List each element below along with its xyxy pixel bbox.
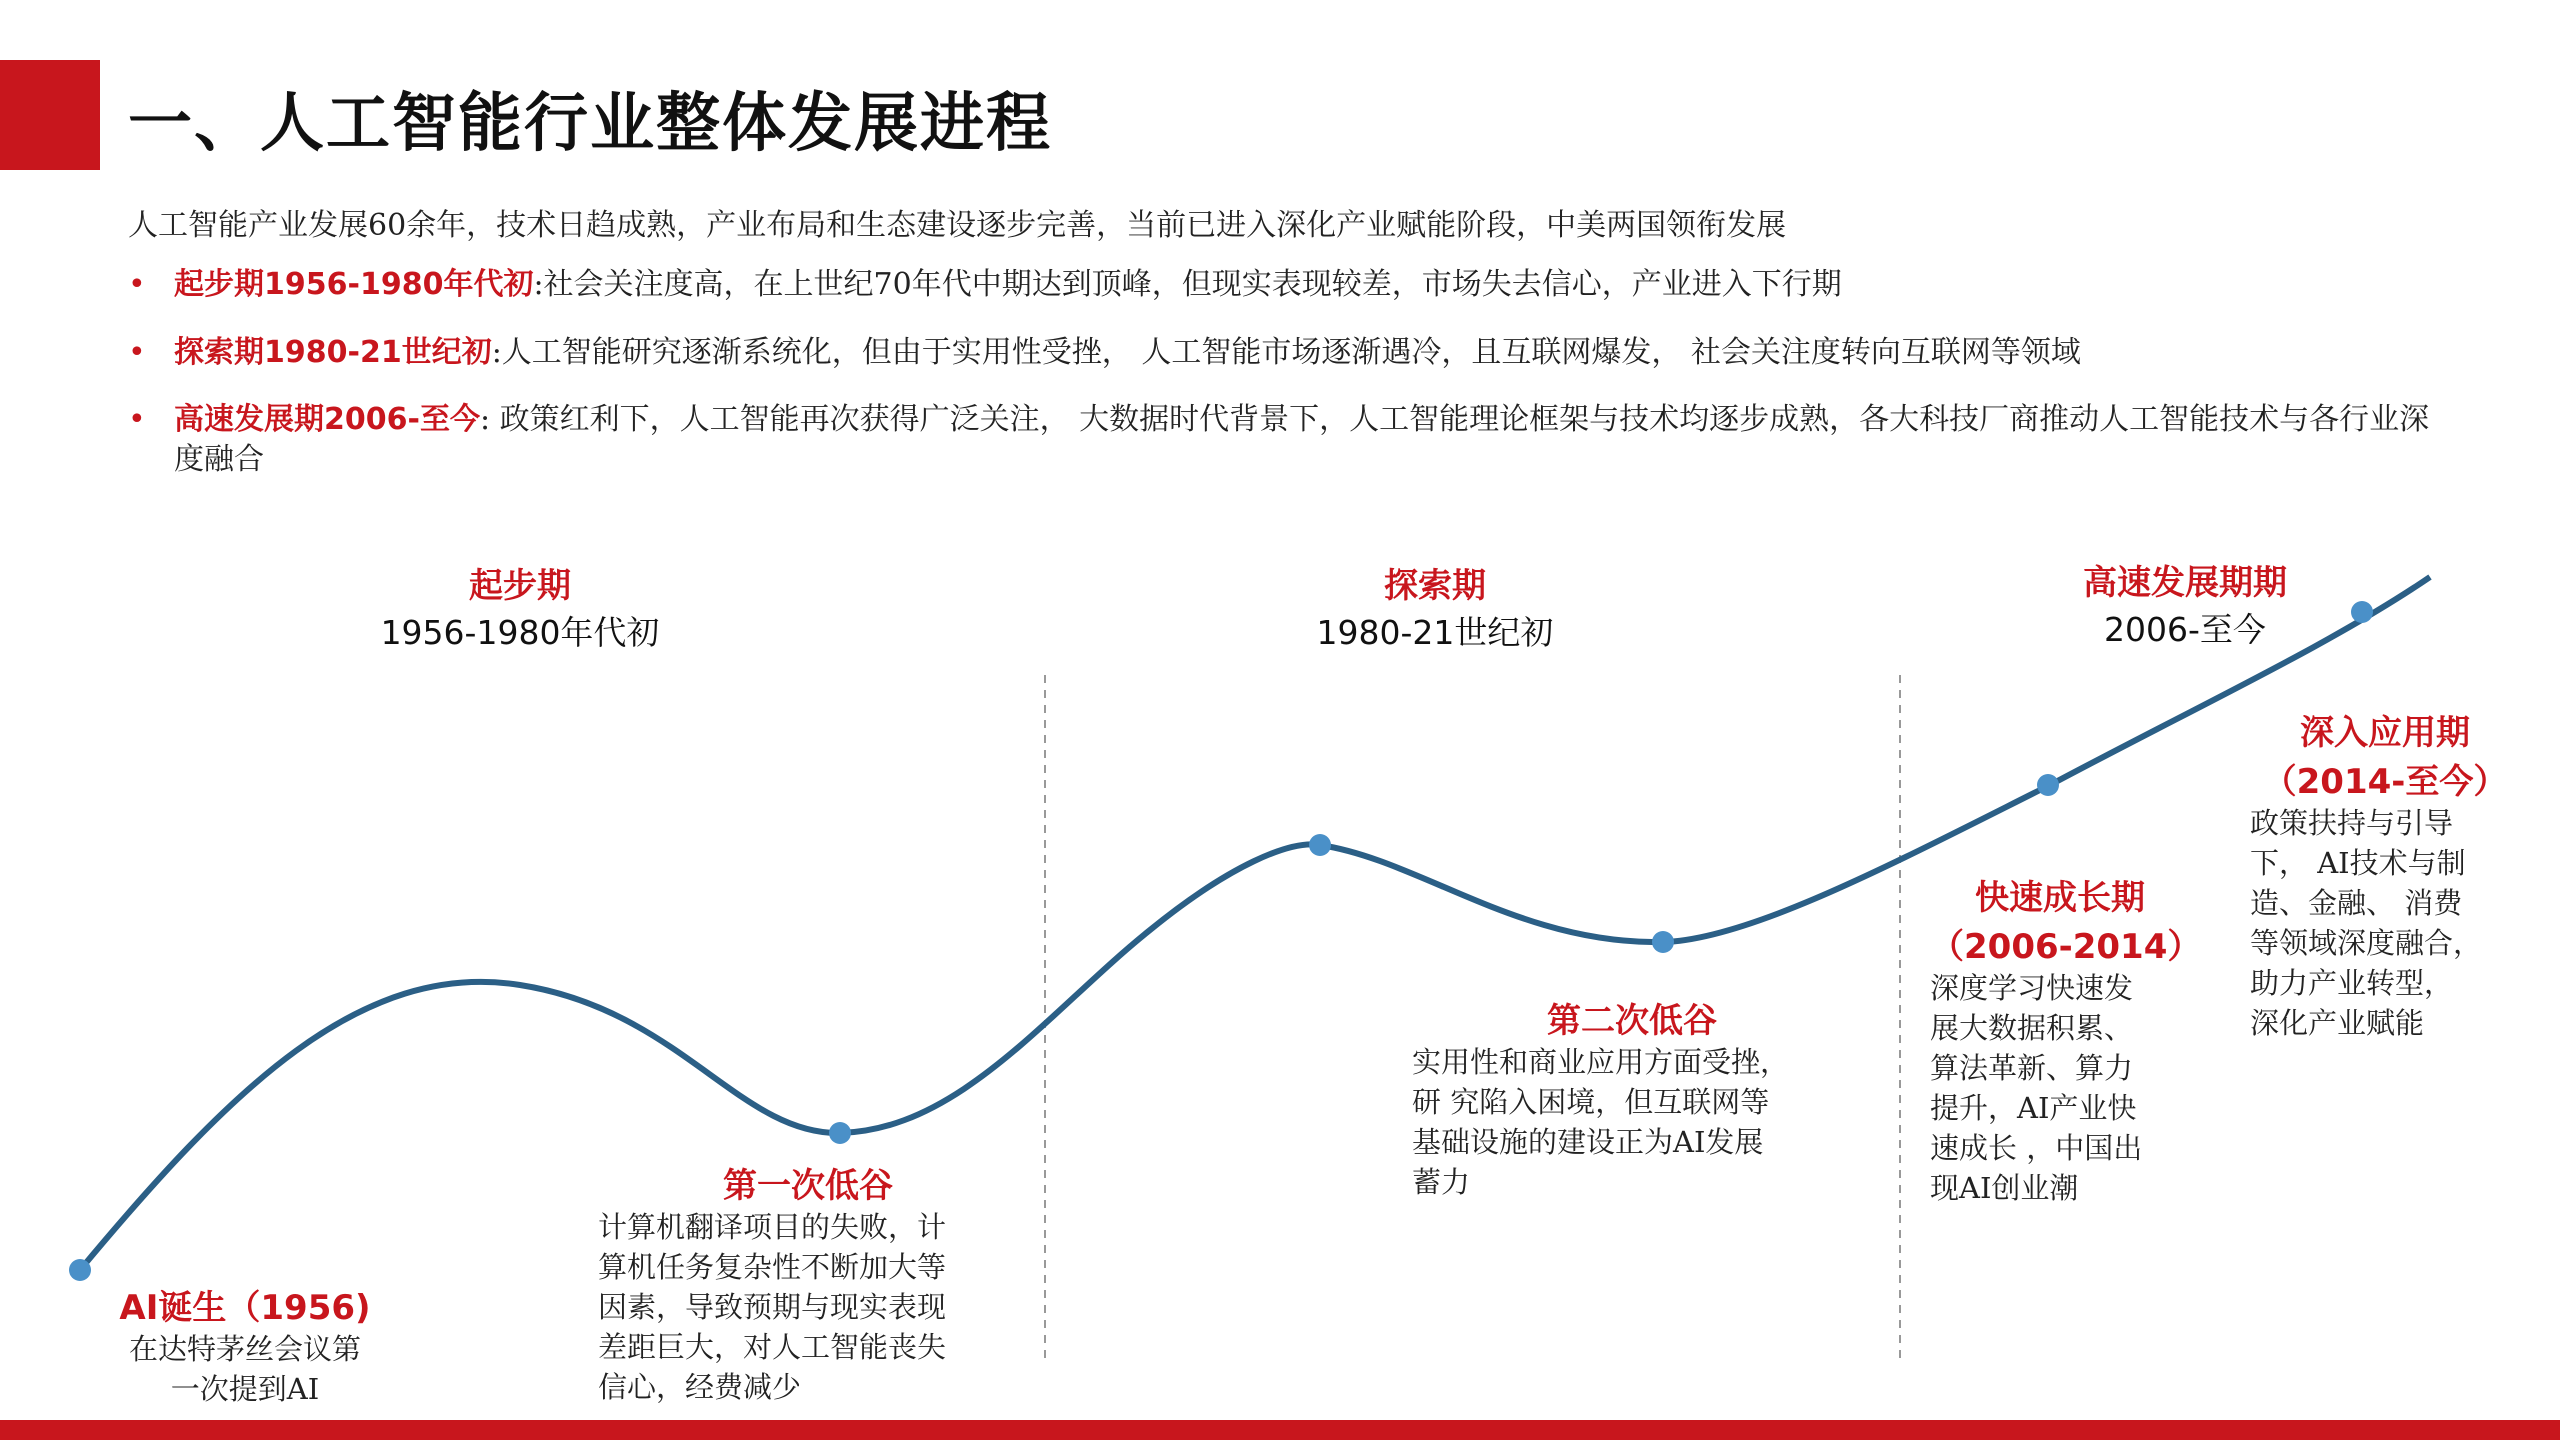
event-first-trough xyxy=(598,1158,1018,1407)
phase-years: 1980-21世纪初 xyxy=(1316,613,1554,652)
bullet-text: :人工智能研究逐渐系统化，但由于实用性受挫， 人工智能市场逐渐遇冷，且互联网爆发， 社会关注度转向互联网等领域 xyxy=(491,335,2081,370)
milestone-dot-second-trough xyxy=(1652,931,1674,953)
event-desc-line: 差距巨大，对人工智能丧失 xyxy=(598,1330,947,1364)
event-desc-line: 信心，经费减少 xyxy=(598,1370,802,1404)
bullet-lead: 探索期1980-21世纪初 xyxy=(174,335,492,370)
event-second-trough xyxy=(1412,993,1852,1202)
event-desc-line: 等领域深度融合， xyxy=(2250,926,2483,960)
event-rapid-growth xyxy=(1930,870,2202,1208)
phase-name: 高速发展期期 xyxy=(2083,563,2287,603)
event-title: 第一次低谷 xyxy=(723,1166,893,1206)
event-desc-line: 下， AI技术与制 xyxy=(2250,846,2466,880)
footer-accent-bar xyxy=(0,1420,2560,1440)
bullet-marker: • xyxy=(128,267,146,302)
event-desc-line: 蓄力 xyxy=(1412,1165,1471,1199)
phase-name: 探索期 xyxy=(1384,566,1486,606)
event-desc-line: 展大数据积累、 xyxy=(1930,1011,2134,1045)
event-subtitle: （2014-至今） xyxy=(2262,762,2508,802)
bullet-text: : 政策红利下，人工智能再次获得广泛关注， 大数据时代背景下，人工智能理论框架与技术均逐步成熟，各大科技厂商推动人工智能技术与各行业深度融合 xyxy=(174,402,2430,477)
event-desc-line: 提升，AI产业快 xyxy=(1930,1091,2137,1125)
bullet-text: :社会关注度高，在上世纪70年代中期达到顶峰，但现实表现较差，市场失去信心，产业进入下行期 xyxy=(533,267,1842,302)
event-desc-line: 深化产业赋能 xyxy=(2250,1006,2425,1040)
event-desc-line: 在达特茅丝会议第 xyxy=(128,1332,361,1366)
bullet-marker: • xyxy=(128,335,146,370)
phase-name: 起步期 xyxy=(469,566,571,606)
event-desc-line: 政策扶持与引导 xyxy=(2250,806,2454,840)
event-title: 深入应用期 xyxy=(2300,713,2470,753)
event-deep-application xyxy=(2250,705,2520,1043)
event-desc-line: 因素，导致预期与现实表现 xyxy=(598,1290,947,1324)
bullet-lead: 高速发展期2006-至今 xyxy=(174,402,480,437)
event-ai-birth xyxy=(60,1280,430,1409)
event-desc-line: 助力产业转型， xyxy=(2250,966,2454,1000)
event-desc-line: 现AI创业潮 xyxy=(1930,1171,2079,1205)
event-desc-line: 深度学习快速发 xyxy=(1930,971,2134,1005)
event-desc-line: 实用性和商业应用方面受挫， xyxy=(1412,1045,1790,1079)
event-subtitle: （2006-2014） xyxy=(1930,927,2202,967)
phase-years: 1956-1980年代初 xyxy=(380,613,660,652)
phase-label-explore xyxy=(1215,558,1655,654)
page-title: 一、人工智能行业整体发展进程 xyxy=(128,87,1052,161)
event-desc-line: 一次提到AI xyxy=(170,1372,320,1406)
event-title: 快速成长期 xyxy=(1975,878,2145,918)
event-desc-line: 造、金融、 消费 xyxy=(2250,886,2463,920)
milestone-dot-first-trough xyxy=(829,1122,851,1144)
event-title: 第二次低谷 xyxy=(1547,1001,1717,1041)
event-desc-line: 基础设施的建设正为AI发展 xyxy=(1412,1125,1764,1159)
event-title: AI诞生（1956) xyxy=(119,1288,371,1328)
event-desc-line: 算法革新、算力 xyxy=(1930,1051,2134,1085)
bullet-lead: 起步期1956-1980年代初 xyxy=(174,267,534,302)
milestone-dot-rapid-growth xyxy=(2037,774,2059,796)
milestone-dot-explore-peak xyxy=(1309,834,1331,856)
phase-label-rapid xyxy=(2000,555,2370,651)
event-desc-line: 算机任务复杂性不断加大等 xyxy=(598,1250,947,1284)
event-desc-line: 计算机翻译项目的失败，计 xyxy=(598,1210,947,1244)
bullet-marker: • xyxy=(128,402,146,437)
phase-years: 2006-至今 xyxy=(2104,610,2266,649)
event-desc-line: 研 究陷入困境，但互联网等 xyxy=(1412,1085,1770,1119)
intro-text: 人工智能产业发展60余年，技术日趋成熟，产业布局和生态建设逐步完善，当前已进入深化产业赋能阶段，中美两国领衔发展 xyxy=(128,208,1787,243)
phase-label-start xyxy=(300,558,740,654)
event-desc-line: 速成长 ，中国出 xyxy=(1930,1131,2143,1165)
milestone-dot-ai-birth xyxy=(69,1259,91,1281)
